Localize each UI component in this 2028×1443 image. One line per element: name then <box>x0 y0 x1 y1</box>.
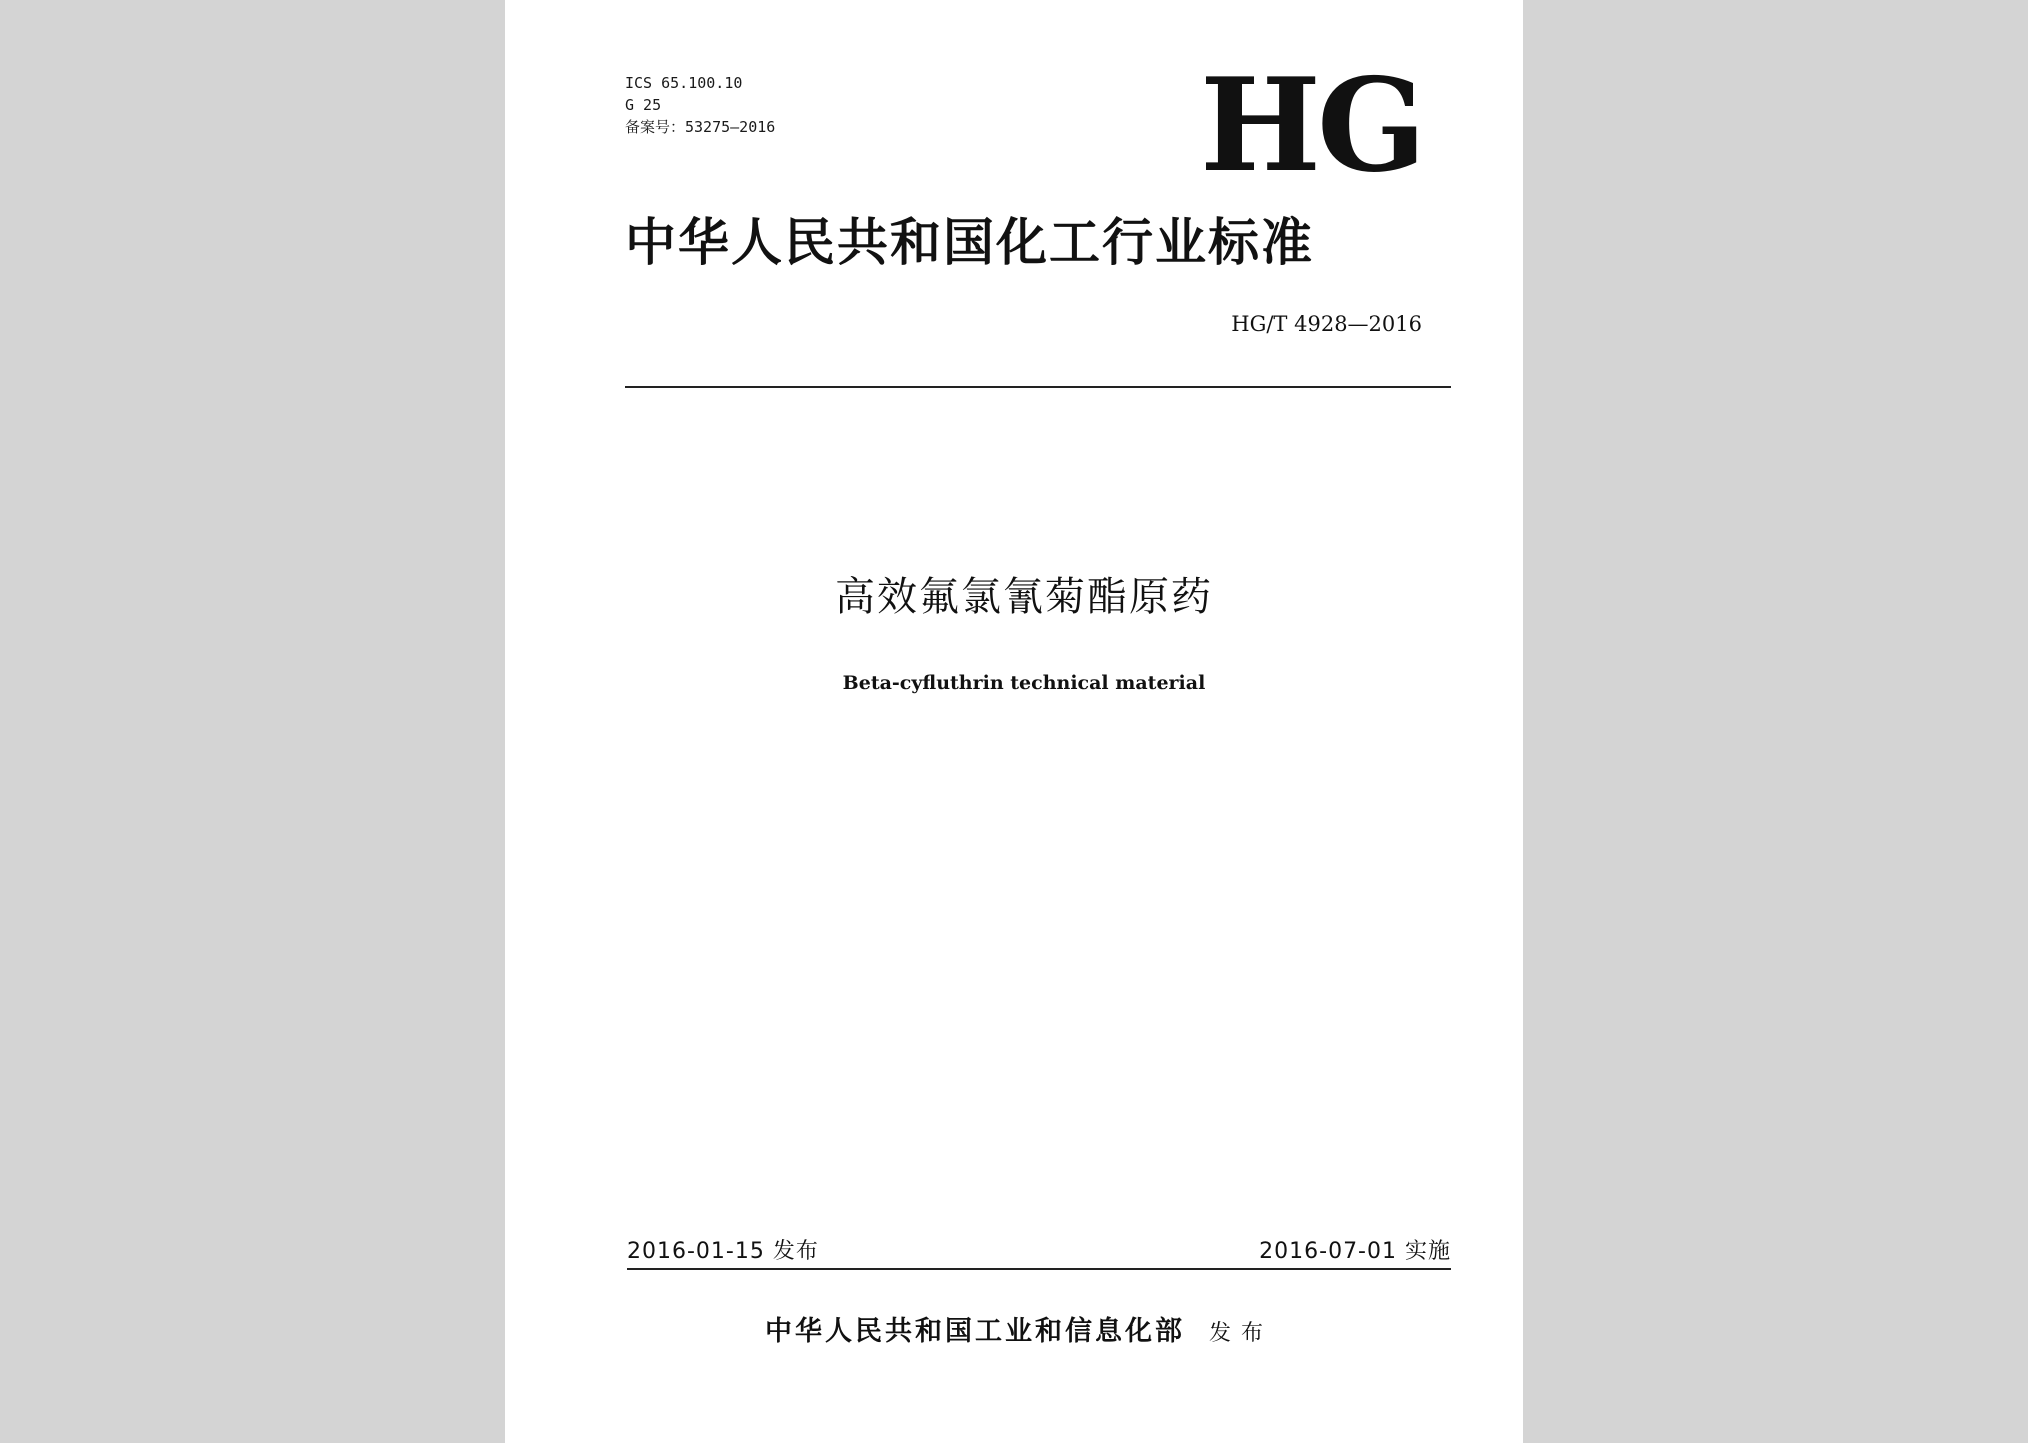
publisher-action: 发布 <box>1208 1321 1273 1346</box>
ics-code: ICS 65.100.10 <box>625 74 743 92</box>
ccs-code: G 25 <box>625 96 662 114</box>
document-page <box>505 0 1523 1443</box>
standard-title: 中华人民共和国化工行业标准 <box>625 214 1315 273</box>
standard-number: HG/T 4928—2016 <box>1231 312 1422 336</box>
header-divider <box>625 386 1451 388</box>
implementation-date: 2016-07-01 实施 <box>1259 1239 1451 1264</box>
issue-date: 2016-01-15 发布 <box>627 1239 819 1264</box>
publisher-organization: 中华人民共和国工业和信息化部 <box>764 1316 1185 1347</box>
publisher-line <box>505 1314 1523 1352</box>
classification-block <box>625 72 775 138</box>
hg-logo: HG <box>1200 51 1423 201</box>
record-number: 备案号：53275—2016 <box>625 118 776 136</box>
document-title: 高效氟氯氰菊酯原药 <box>835 574 1213 620</box>
footer-divider <box>627 1268 1451 1270</box>
document-title-english: Beta-cyfluthrin technical material <box>842 672 1206 694</box>
